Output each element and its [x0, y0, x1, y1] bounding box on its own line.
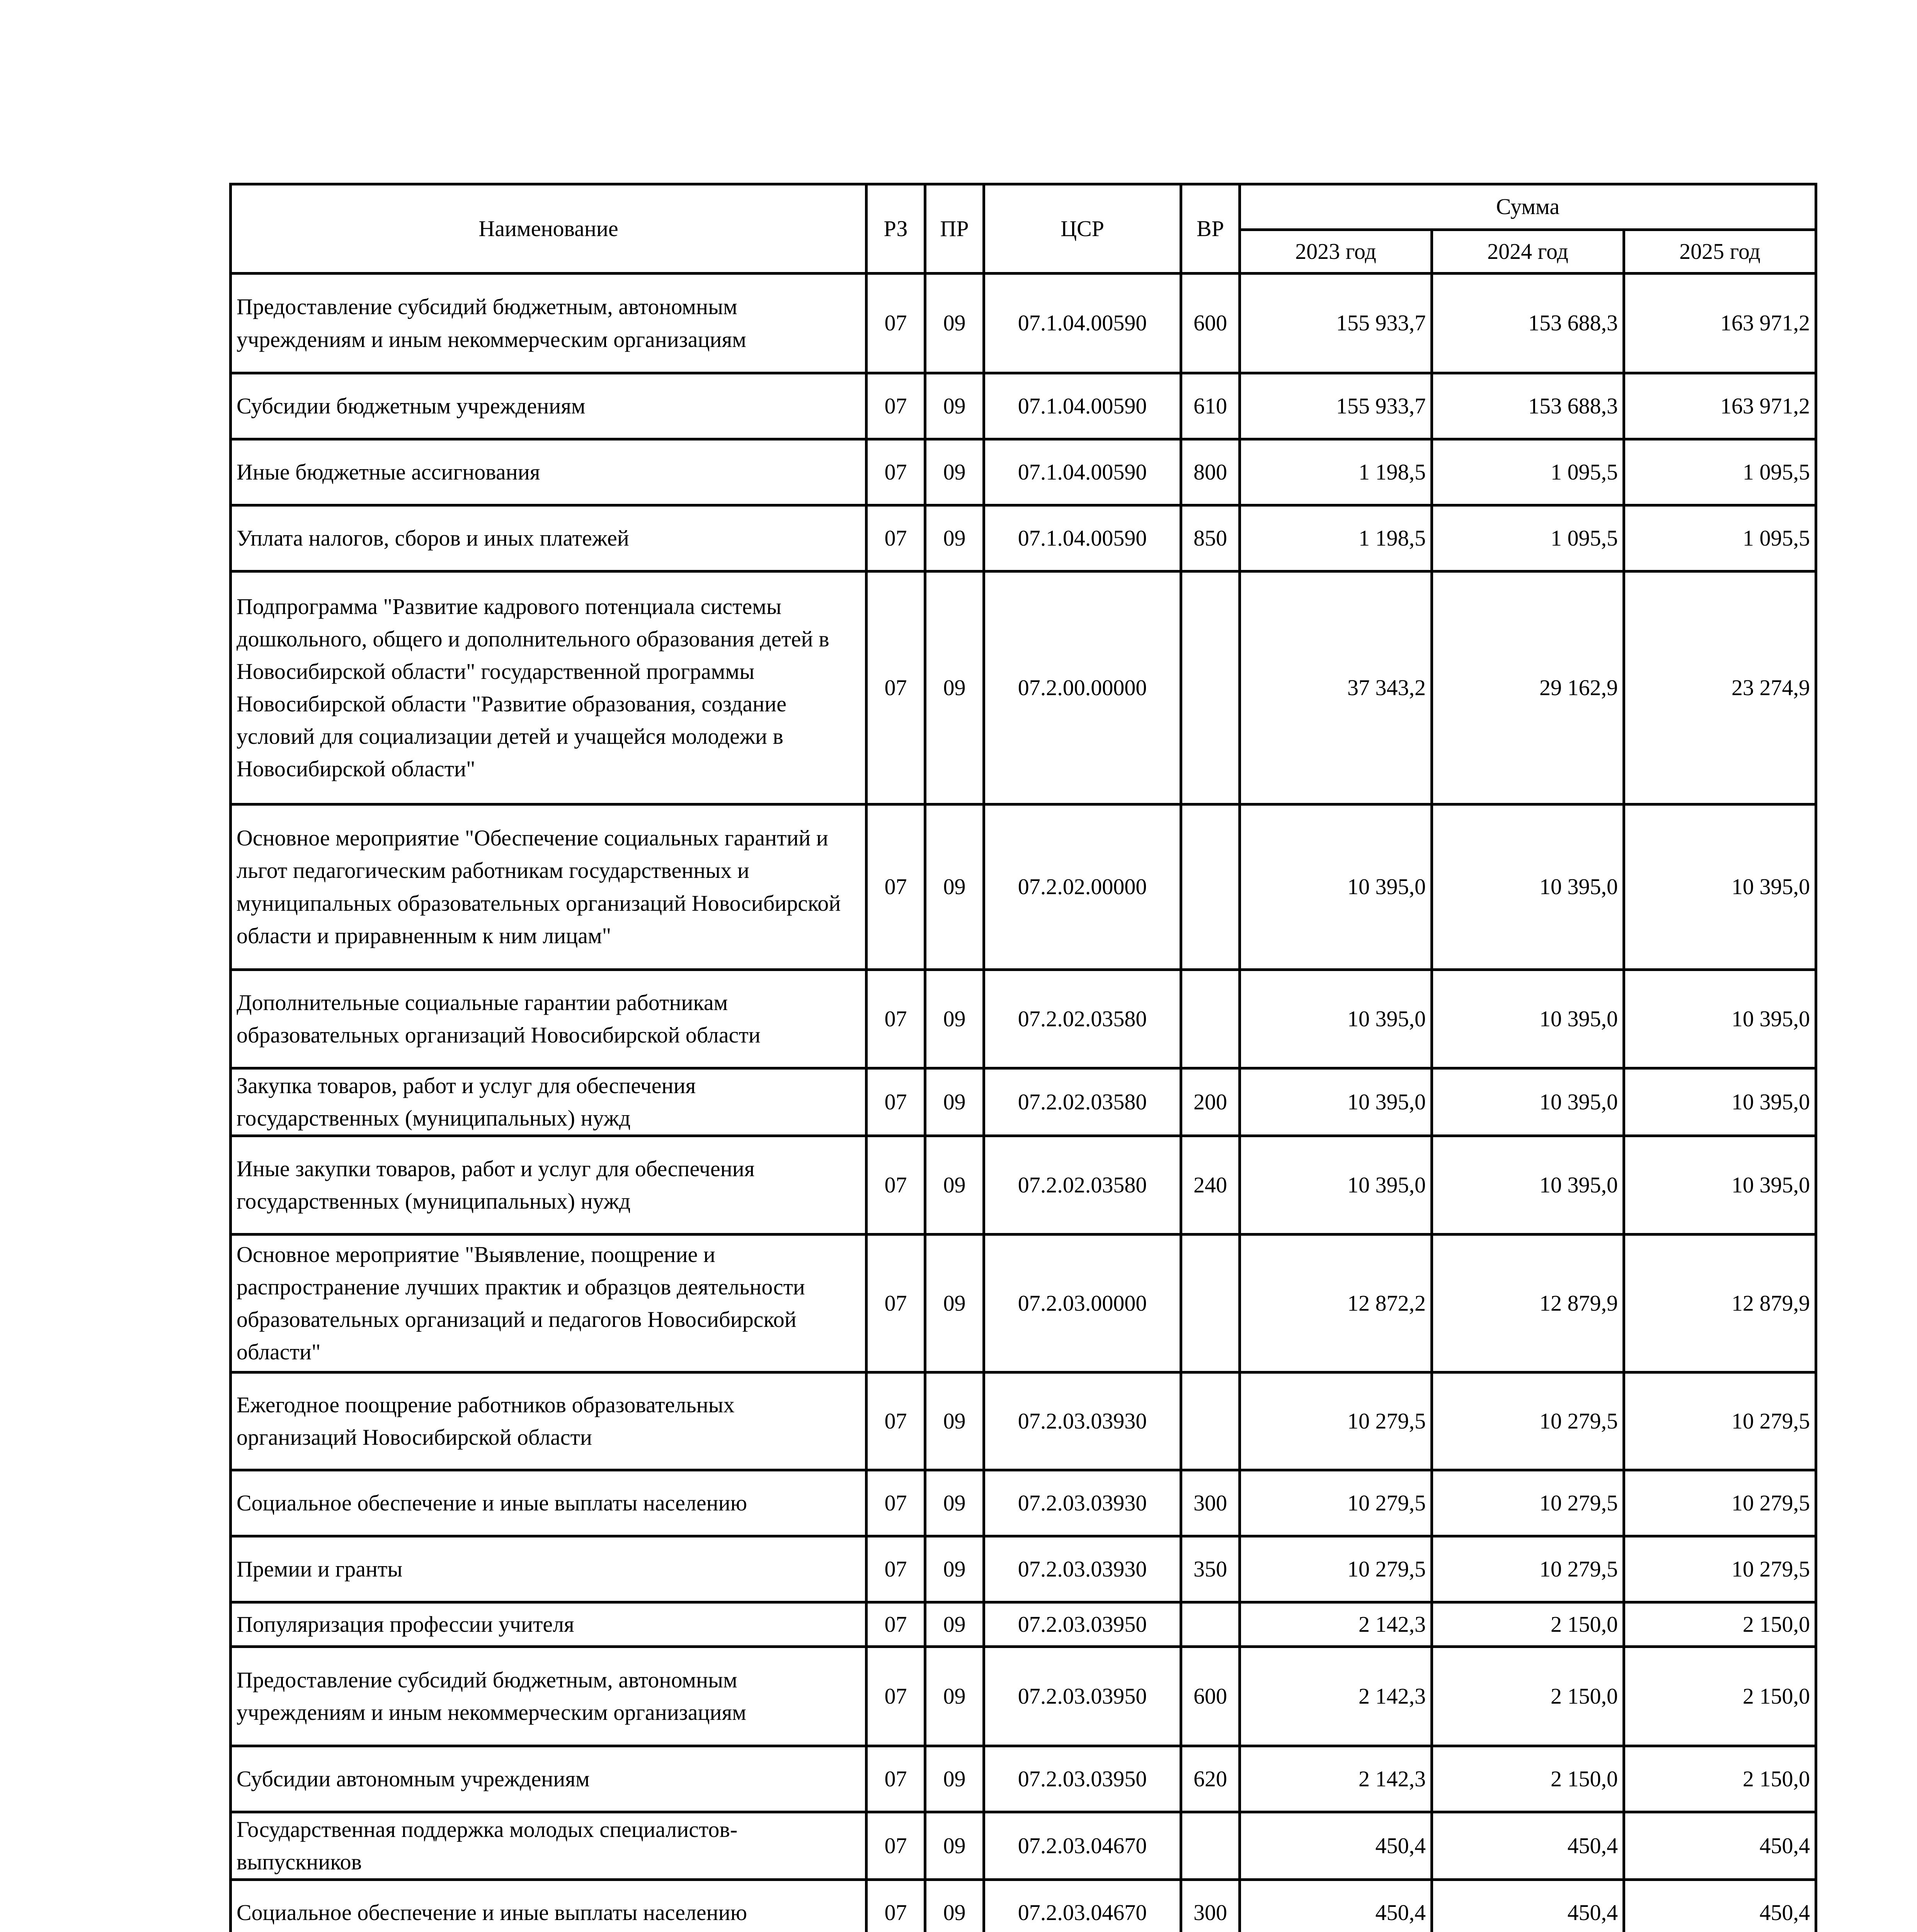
- row-name: Предоставление субсидий бюджетным, автономным учреждениям и иным некоммерческим организациям: [231, 1647, 867, 1746]
- row-pr: 09: [925, 274, 984, 373]
- table-body: [231, 274, 1816, 1932]
- table-row: [231, 439, 1816, 505]
- row-csr: 07.2.03.04670: [984, 1812, 1181, 1880]
- row-vr: [1181, 970, 1240, 1068]
- row-amount-2024: 1 095,5: [1432, 439, 1624, 505]
- row-vr: 620: [1181, 1746, 1240, 1812]
- table-row: [231, 1746, 1816, 1812]
- row-amount-2025: 2 150,0: [1624, 1602, 1816, 1647]
- row-amount-2024: 450,4: [1432, 1812, 1624, 1880]
- row-pr: 09: [925, 1647, 984, 1746]
- row-vr: 350: [1181, 1536, 1240, 1602]
- row-amount-2024: 2 150,0: [1432, 1647, 1624, 1746]
- row-rz: 07: [867, 1536, 925, 1602]
- table-row: [231, 373, 1816, 439]
- row-amount-2025: 23 274,9: [1624, 571, 1816, 804]
- row-amount-2023: 10 279,5: [1240, 1372, 1432, 1470]
- row-amount-2023: 2 142,3: [1240, 1602, 1432, 1647]
- row-amount-2025: 10 395,0: [1624, 1068, 1816, 1136]
- table-row: [231, 1372, 1816, 1470]
- row-amount-2023: 2 142,3: [1240, 1647, 1432, 1746]
- row-csr: 07.2.02.03580: [984, 1068, 1181, 1136]
- row-vr: [1181, 1812, 1240, 1880]
- header-pr: ПР: [925, 184, 984, 274]
- row-vr: [1181, 1372, 1240, 1470]
- row-pr: 09: [925, 1812, 984, 1880]
- row-amount-2024: 12 879,9: [1432, 1235, 1624, 1372]
- row-amount-2025: 10 279,5: [1624, 1536, 1816, 1602]
- row-amount-2023: 10 395,0: [1240, 1136, 1432, 1235]
- row-vr: 800: [1181, 439, 1240, 505]
- row-csr: 07.2.03.03930: [984, 1536, 1181, 1602]
- row-rz: 07: [867, 571, 925, 804]
- row-amount-2024: 29 162,9: [1432, 571, 1624, 804]
- row-name: Социальное обеспечение и иные выплаты населению: [231, 1880, 867, 1932]
- row-rz: 07: [867, 274, 925, 373]
- row-rz: 07: [867, 1235, 925, 1372]
- row-amount-2025: 10 279,5: [1624, 1470, 1816, 1536]
- row-amount-2023: 2 142,3: [1240, 1746, 1432, 1812]
- table-header: [231, 184, 1816, 274]
- row-vr: 300: [1181, 1880, 1240, 1932]
- row-name: Закупка товаров, работ и услуг для обеспечения государственных (муниципальных) нужд: [231, 1068, 867, 1136]
- row-rz: 07: [867, 373, 925, 439]
- row-vr: 200: [1181, 1068, 1240, 1136]
- row-amount-2025: 10 395,0: [1624, 970, 1816, 1068]
- table-row: [231, 1470, 1816, 1536]
- row-name: Популяризация профессии учителя: [231, 1602, 867, 1647]
- row-rz: 07: [867, 970, 925, 1068]
- table-row: [231, 1068, 1816, 1136]
- row-vr: [1181, 571, 1240, 804]
- row-name: Субсидии автономным учреждениям: [231, 1746, 867, 1812]
- row-pr: 09: [925, 1470, 984, 1536]
- row-csr: 07.2.03.03950: [984, 1602, 1181, 1647]
- row-amount-2025: 2 150,0: [1624, 1647, 1816, 1746]
- table-row: [231, 1647, 1816, 1746]
- row-csr: 07.2.03.03950: [984, 1746, 1181, 1812]
- row-amount-2025: 10 279,5: [1624, 1372, 1816, 1470]
- row-amount-2025: 163 971,2: [1624, 373, 1816, 439]
- row-amount-2025: 450,4: [1624, 1880, 1816, 1932]
- row-pr: 09: [925, 439, 984, 505]
- row-csr: 07.1.04.00590: [984, 439, 1181, 505]
- row-vr: 600: [1181, 274, 1240, 373]
- table-row: [231, 1880, 1816, 1932]
- row-rz: 07: [867, 505, 925, 571]
- table-row: [231, 274, 1816, 373]
- header-sum: Сумма: [1240, 184, 1816, 230]
- row-amount-2024: 10 395,0: [1432, 804, 1624, 970]
- row-rz: 07: [867, 1068, 925, 1136]
- row-pr: 09: [925, 505, 984, 571]
- header-name: Наименование: [231, 184, 867, 274]
- row-vr: [1181, 804, 1240, 970]
- row-pr: 09: [925, 804, 984, 970]
- row-amount-2025: 10 395,0: [1624, 804, 1816, 970]
- row-csr: 07.2.02.03580: [984, 970, 1181, 1068]
- row-amount-2024: 10 279,5: [1432, 1470, 1624, 1536]
- table-row: [231, 1136, 1816, 1235]
- row-amount-2023: 37 343,2: [1240, 571, 1432, 804]
- row-csr: 07.2.00.00000: [984, 571, 1181, 804]
- row-amount-2024: 450,4: [1432, 1880, 1624, 1932]
- row-csr: 07.2.02.00000: [984, 804, 1181, 970]
- header-year-2024: 2024 год: [1432, 230, 1624, 274]
- row-pr: 09: [925, 373, 984, 439]
- row-rz: 07: [867, 439, 925, 505]
- row-rz: 07: [867, 1746, 925, 1812]
- row-csr: 07.2.02.03580: [984, 1136, 1181, 1235]
- budget-table: [229, 183, 1817, 1932]
- row-amount-2023: 450,4: [1240, 1812, 1432, 1880]
- row-rz: 07: [867, 1372, 925, 1470]
- row-pr: 09: [925, 1880, 984, 1932]
- row-name: Предоставление субсидий бюджетным, автономным учреждениям и иным некоммерческим организациям: [231, 274, 867, 373]
- row-vr: 850: [1181, 505, 1240, 571]
- row-rz: 07: [867, 1470, 925, 1536]
- row-pr: 09: [925, 1602, 984, 1647]
- row-name: Ежегодное поощрение работников образовательных организаций Новосибирской области: [231, 1372, 867, 1470]
- row-amount-2025: 2 150,0: [1624, 1746, 1816, 1812]
- row-rz: 07: [867, 1647, 925, 1746]
- row-amount-2024: 2 150,0: [1432, 1746, 1624, 1812]
- row-csr: 07.2.03.04670: [984, 1880, 1181, 1932]
- row-name: Основное мероприятие "Обеспечение социальных гарантий и льгот педагогическим работникам государственных и муниципальных образовательных организаций Новосибирской области и приравненным к ним лицам": [231, 804, 867, 970]
- table-row: [231, 571, 1816, 804]
- row-amount-2023: 10 395,0: [1240, 1068, 1432, 1136]
- row-amount-2024: 10 395,0: [1432, 1068, 1624, 1136]
- row-rz: 07: [867, 1136, 925, 1235]
- row-amount-2024: 10 279,5: [1432, 1536, 1624, 1602]
- row-csr: 07.1.04.00590: [984, 505, 1181, 571]
- row-vr: [1181, 1235, 1240, 1372]
- header-year-2023: 2023 год: [1240, 230, 1432, 274]
- row-amount-2025: 1 095,5: [1624, 439, 1816, 505]
- row-amount-2025: 1 095,5: [1624, 505, 1816, 571]
- row-amount-2023: 10 279,5: [1240, 1470, 1432, 1536]
- row-rz: 07: [867, 1812, 925, 1880]
- row-name: Подпрограмма "Развитие кадрового потенциала системы дошкольного, общего и дополнительного образования детей в Новосибирской области" государственной программы Новосибирской области "Развитие образования, создание условий для социализации детей и учащейся молодежи в Новосибирской области": [231, 571, 867, 804]
- row-name: Уплата налогов, сборов и иных платежей: [231, 505, 867, 571]
- row-vr: [1181, 1602, 1240, 1647]
- row-amount-2023: 155 933,7: [1240, 274, 1432, 373]
- row-name: Дополнительные социальные гарантии работникам образовательных организаций Новосибирской области: [231, 970, 867, 1068]
- row-rz: 07: [867, 804, 925, 970]
- row-amount-2023: 1 198,5: [1240, 439, 1432, 505]
- header-year-2025: 2025 год: [1624, 230, 1816, 274]
- row-amount-2024: 153 688,3: [1432, 373, 1624, 439]
- table-row: [231, 1536, 1816, 1602]
- row-amount-2023: 450,4: [1240, 1880, 1432, 1932]
- row-pr: 09: [925, 1068, 984, 1136]
- row-pr: 09: [925, 1536, 984, 1602]
- row-vr: 300: [1181, 1470, 1240, 1536]
- row-amount-2023: 12 872,2: [1240, 1235, 1432, 1372]
- row-name: Государственная поддержка молодых специалистов-выпускников: [231, 1812, 867, 1880]
- row-amount-2023: 10 279,5: [1240, 1536, 1432, 1602]
- row-name: Социальное обеспечение и иные выплаты населению: [231, 1470, 867, 1536]
- row-amount-2025: 10 395,0: [1624, 1136, 1816, 1235]
- row-pr: 09: [925, 970, 984, 1068]
- row-vr: 600: [1181, 1647, 1240, 1746]
- row-csr: 07.2.03.03930: [984, 1372, 1181, 1470]
- row-amount-2024: 153 688,3: [1432, 274, 1624, 373]
- row-amount-2023: 1 198,5: [1240, 505, 1432, 571]
- row-name: Иные бюджетные ассигнования: [231, 439, 867, 505]
- row-rz: 07: [867, 1602, 925, 1647]
- header-rz: РЗ: [867, 184, 925, 274]
- row-pr: 09: [925, 571, 984, 804]
- row-name: Основное мероприятие "Выявление, поощрение и распространение лучших практик и образцов деятельности образовательных организаций и педагогов Новосибирской области": [231, 1235, 867, 1372]
- row-amount-2024: 10 395,0: [1432, 970, 1624, 1068]
- row-pr: 09: [925, 1372, 984, 1470]
- table-row: [231, 970, 1816, 1068]
- table-row: [231, 1602, 1816, 1647]
- row-amount-2025: 12 879,9: [1624, 1235, 1816, 1372]
- row-name: Иные закупки товаров, работ и услуг для обеспечения государственных (муниципальных) нужд: [231, 1136, 867, 1235]
- row-amount-2024: 2 150,0: [1432, 1602, 1624, 1647]
- row-amount-2025: 163 971,2: [1624, 274, 1816, 373]
- row-amount-2023: 155 933,7: [1240, 373, 1432, 439]
- row-name: Премии и гранты: [231, 1536, 867, 1602]
- row-rz: 07: [867, 1880, 925, 1932]
- row-csr: 07.2.03.00000: [984, 1235, 1181, 1372]
- header-csr: ЦСР: [984, 184, 1181, 274]
- row-pr: 09: [925, 1136, 984, 1235]
- row-amount-2024: 1 095,5: [1432, 505, 1624, 571]
- row-name: Субсидии бюджетным учреждениям: [231, 373, 867, 439]
- row-amount-2025: 450,4: [1624, 1812, 1816, 1880]
- table-row: [231, 505, 1816, 571]
- table-row: [231, 804, 1816, 970]
- row-csr: 07.2.03.03930: [984, 1470, 1181, 1536]
- row-amount-2023: 10 395,0: [1240, 804, 1432, 970]
- row-csr: 07.1.04.00590: [984, 373, 1181, 439]
- row-vr: 610: [1181, 373, 1240, 439]
- row-csr: 07.1.04.00590: [984, 274, 1181, 373]
- row-amount-2024: 10 395,0: [1432, 1136, 1624, 1235]
- row-pr: 09: [925, 1746, 984, 1812]
- row-csr: 07.2.03.03950: [984, 1647, 1181, 1746]
- row-vr: 240: [1181, 1136, 1240, 1235]
- row-pr: 09: [925, 1235, 984, 1372]
- table-row: [231, 1235, 1816, 1372]
- header-vr: ВР: [1181, 184, 1240, 274]
- row-amount-2024: 10 279,5: [1432, 1372, 1624, 1470]
- table-row: [231, 1812, 1816, 1880]
- row-amount-2023: 10 395,0: [1240, 970, 1432, 1068]
